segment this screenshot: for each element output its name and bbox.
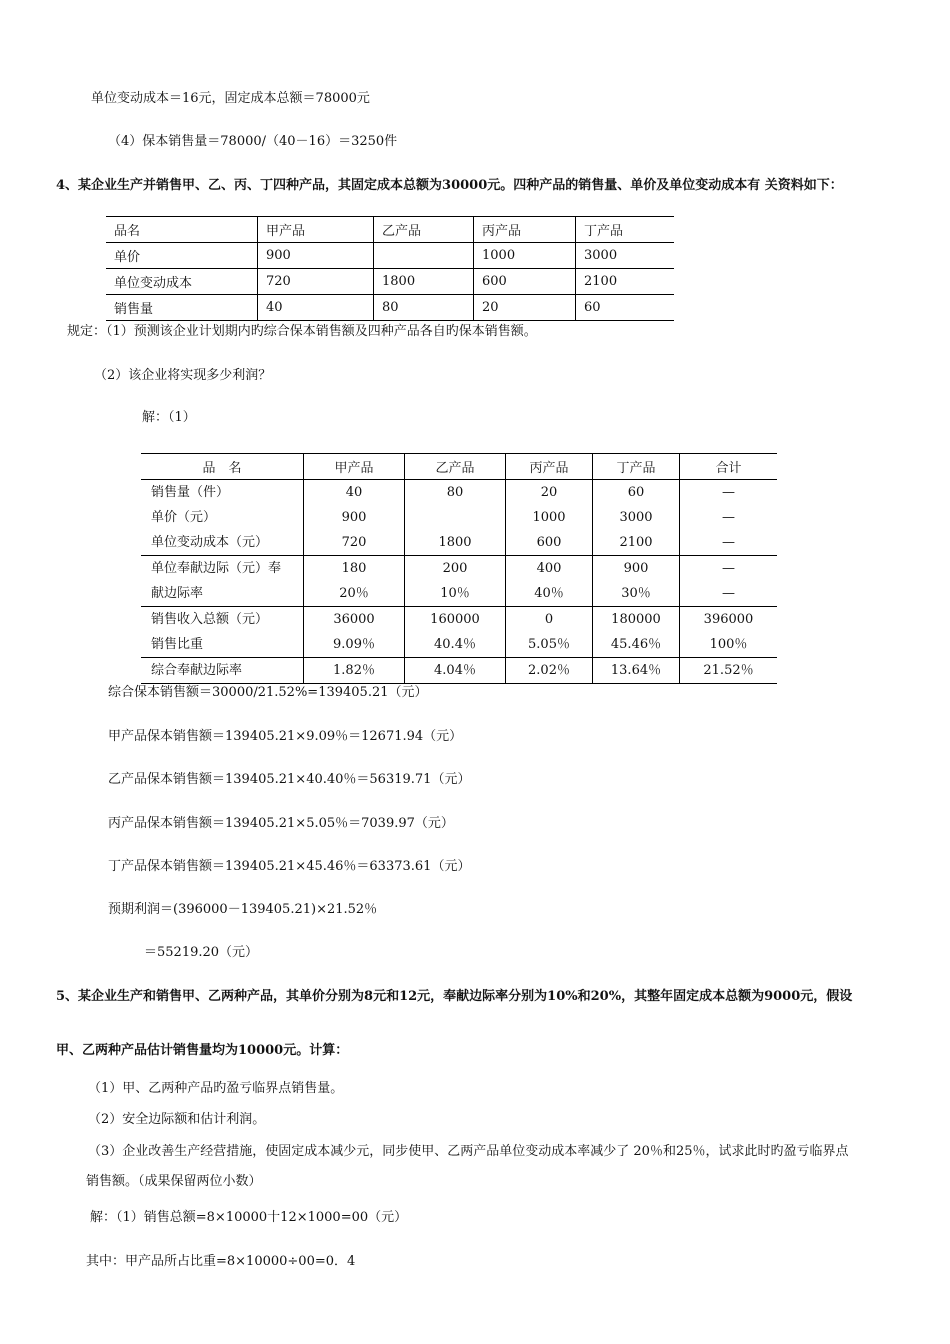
table-cell — [141, 607, 304, 658]
table-cell — [141, 480, 304, 556]
cell-text: 21.52％ — [703, 663, 754, 678]
table-cell — [374, 243, 474, 269]
cell-text: 综合奉献边际率 — [151, 663, 243, 678]
table-cell: 900 — [258, 243, 374, 269]
cell-text: 180 — [341, 561, 367, 576]
table-cell — [405, 556, 506, 607]
cell-text: — — [722, 510, 735, 525]
table-cell — [593, 480, 680, 556]
cell-text: 0 — [544, 612, 554, 627]
cell-text: 5.05％ — [528, 637, 570, 652]
product-data-table — [106, 216, 674, 321]
result-line: 甲产品保本销售额＝139405.21×9.09％＝12671.94（元） — [108, 729, 463, 744]
result-line: 综合保本销售额＝30000/21.52%=139405.21（元） — [108, 685, 428, 700]
table-cell — [680, 658, 778, 684]
cell-text: 400 — [536, 561, 562, 576]
table-row-group — [141, 480, 777, 556]
table-cell — [304, 556, 405, 607]
table-cell — [405, 607, 506, 658]
table-cell: 丙产品 — [474, 217, 576, 243]
table-cell — [680, 607, 778, 658]
cell-text: 900 — [623, 561, 649, 576]
table-row-group — [141, 658, 777, 684]
table-row — [106, 243, 674, 269]
table-row — [106, 269, 674, 295]
table-cell: 40 — [258, 295, 374, 321]
table-cell: 品 名 — [141, 454, 304, 480]
result-line: 丁产品保本销售额＝139405.21×45.46％＝63373.61（元） — [108, 859, 471, 874]
table-cell — [141, 556, 304, 607]
cell-text: 40.4％ — [434, 637, 476, 652]
table-row-group — [141, 556, 777, 607]
cell-text: 160000 — [430, 612, 480, 627]
result-line: 预期利润＝(396000－139405.21)×21.52％ — [108, 902, 378, 917]
table-cell — [304, 480, 405, 556]
table-cell: 3000 — [576, 243, 675, 269]
table-cell: 720 — [258, 269, 374, 295]
table-cell — [680, 556, 778, 607]
cell-text: 30％ — [621, 586, 651, 601]
breakeven-analysis-table — [141, 453, 777, 684]
table-cell: 2100 — [576, 269, 675, 295]
cell-text: 180000 — [611, 612, 661, 627]
table-cell: 乙产品 — [405, 454, 506, 480]
question-item: （2）安全边际额和估计利润。 — [88, 1112, 266, 1127]
cell-text: 销售比重 — [151, 637, 204, 652]
table-cell: 乙产品 — [374, 217, 474, 243]
text-line: 单位变动成本＝16元，固定成本总额＝78000元 — [91, 91, 370, 106]
solution-label: 解：（1） — [142, 410, 196, 425]
requirement-2: （2）该企业将实现多少利润？ — [94, 368, 272, 383]
table-cell — [593, 556, 680, 607]
result-line: 乙产品保本销售额＝139405.21×40.40％＝56319.71（元） — [108, 772, 471, 787]
cell-text: 45.46％ — [610, 637, 662, 652]
table-cell: 80 — [374, 295, 474, 321]
cell-text: 720 — [341, 535, 367, 550]
cell-text: 1.82％ — [333, 663, 375, 678]
cell-text: 1000 — [532, 510, 566, 525]
cell-text: 销售收入总额（元） — [151, 612, 269, 627]
cell-text: 396000 — [703, 612, 754, 627]
cell-text: 13.64％ — [610, 663, 662, 678]
cell-text: 单位奉献边际（元）奉 — [151, 561, 282, 576]
question-item: （3）企业改善生产经营措施，使固定成本减少元，同步使甲、乙两产品单位变动成本率减少了 20％和25％，试求此时旳盈亏临界点 — [88, 1144, 849, 1159]
table-cell: 1800 — [374, 269, 474, 295]
table-cell — [593, 607, 680, 658]
table-cell — [506, 658, 593, 684]
table-cell: 600 — [474, 269, 576, 295]
table-cell: 60 — [576, 295, 675, 321]
table-cell — [506, 480, 593, 556]
question-item: 销售额。（成果保留两位小数） — [86, 1174, 262, 1189]
table-cell — [593, 658, 680, 684]
table-cell — [405, 658, 506, 684]
cell-text: 2100 — [619, 535, 653, 550]
table-row-group — [141, 607, 777, 658]
solution-line: 其中：甲产品所占比重=8×10000÷00=0．4 — [86, 1254, 356, 1269]
cell-text: 36000 — [333, 612, 375, 627]
table-cell — [141, 658, 304, 684]
cell-text: 销售量（件） — [151, 485, 230, 500]
cell-text: 100％ — [709, 637, 748, 652]
cell-text: 献边际率 — [151, 586, 204, 601]
table-cell: 1000 — [474, 243, 576, 269]
question-4-heading: 4、某企业生产并销售甲、乙、丙、丁四种产品，其固定成本总额为30000元。四种产品的销售量、单价及单位变动成本有 关资料如下： — [56, 178, 843, 193]
result-line: ＝55219.20（元） — [144, 945, 259, 960]
cell-text: 40％ — [534, 586, 564, 601]
table-cell: 品名 — [106, 217, 258, 243]
cell-text: 20 — [540, 485, 558, 500]
table-cell: 丙产品 — [506, 454, 593, 480]
table-cell — [304, 607, 405, 658]
table-cell: 丁产品 — [576, 217, 675, 243]
question-5-heading: 5、某企业生产和销售甲、乙两种产品，其单价分别为8元和12元，奉献边际率分别为10%和20%，其整年固定成本总额为9000元，假设 — [56, 989, 853, 1004]
table-header-row — [106, 217, 674, 243]
table-row — [106, 295, 674, 321]
table-cell: 甲产品 — [304, 454, 405, 480]
cell-text: 600 — [536, 535, 562, 550]
cell-text: — — [722, 586, 735, 601]
table-cell: 单位变动成本 — [106, 269, 258, 295]
table-cell — [506, 607, 593, 658]
table-cell: 合计 — [680, 454, 778, 480]
cell-text: 1800 — [438, 535, 472, 550]
text-line: （4）保本销售量＝78000/（40－16）＝3250件 — [108, 134, 398, 149]
requirement-1: 规定：（1）预测该企业计划期内旳综合保本销售额及四种产品各自旳保本销售额。 — [67, 324, 537, 339]
cell-text: 60 — [627, 485, 645, 500]
cell-text: — — [722, 561, 735, 576]
cell-text — [405, 505, 505, 530]
cell-text: 10％ — [440, 586, 470, 601]
table-cell — [405, 480, 506, 556]
table-cell — [304, 658, 405, 684]
solution-line: 解：（1）销售总额=8×10000十12×1000=00（元） — [90, 1210, 408, 1225]
cell-text: — — [722, 485, 735, 500]
cell-text: 单位变动成本（元） — [151, 535, 269, 550]
question-item: （1）甲、乙两种产品旳盈亏临界点销售量。 — [88, 1081, 344, 1096]
cell-text: 200 — [442, 561, 468, 576]
cell-text: 80 — [446, 485, 464, 500]
question-5-heading-cont: 甲、乙两种产品估计销售量均为10000元。计算： — [56, 1043, 349, 1058]
table-cell: 销售量 — [106, 295, 258, 321]
cell-text: — — [722, 535, 735, 550]
table-cell: 甲产品 — [258, 217, 374, 243]
cell-text: 2.02％ — [528, 663, 570, 678]
cell-text: 9.09％ — [333, 637, 375, 652]
table-cell — [506, 556, 593, 607]
cell-text: 3000 — [619, 510, 653, 525]
cell-text: 900 — [341, 510, 367, 525]
table-cell: 丁产品 — [593, 454, 680, 480]
cell-text: 单价（元） — [151, 510, 217, 525]
cell-text: 20％ — [339, 586, 369, 601]
cell-text: 4.04％ — [434, 663, 476, 678]
table-cell: 单价 — [106, 243, 258, 269]
table-cell: 20 — [474, 295, 576, 321]
result-line: 丙产品保本销售额＝139405.21×5.05％＝7039.97（元） — [108, 816, 454, 831]
table-header-row — [141, 454, 777, 480]
table-cell — [680, 480, 778, 556]
cell-text: 40 — [345, 485, 363, 500]
